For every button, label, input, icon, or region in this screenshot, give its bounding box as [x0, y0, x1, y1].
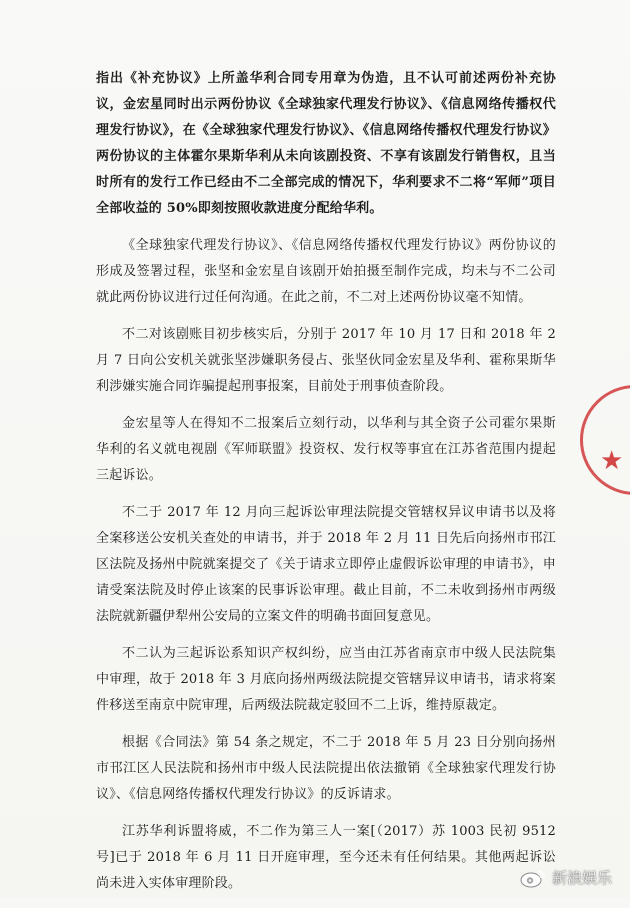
- paragraph: [96, 66, 556, 222]
- paragraph-text: 江苏华利诉盟将威，不二作为第三人一案[（2017）苏 1003 民初 9512 号]已于 2018 年 6 月 11 日开庭审理，至今还未有任何结果。其他两起诉讼尚未进入实体审理阶段。: [96, 824, 556, 891]
- paragraph-text: 不二于 2017 年 12 月向三起诉讼审理法院提交管辖权异议申请书以及将全案移送公安机关查处的申请书，并于 2018 年 2 月 11 日先后向扬州市邗江区法院及扬州中院就案提交了《关于请求立即停止虚假诉讼审理的申请书》，申请受案法院及时停止该案的民事诉讼审理。截止目前，不二未收到扬州市两级法院就新疆伊犁州公安局的立案文件的明确书面回复意见。: [96, 505, 556, 624]
- paragraph: [96, 233, 556, 311]
- watermark-text: 新浪娱乐: [551, 869, 612, 887]
- paragraph: [96, 730, 556, 808]
- watermark: [520, 867, 612, 888]
- paragraph-text: 不二认为三起诉讼系知识产权纠纷，应当由江苏省南京市中级人民法院集中审理，故于 2018 年 3 月底向扬州两级法院提交管辖异议申请书，请求将案件移送至南京中院审理，后两级法院裁定驳回不二上诉，维持原裁定。: [96, 646, 556, 713]
- paragraph: [96, 819, 556, 897]
- paragraph-text: 指出《补充协议》上所盖华利合同专用章为伪造，且不认可前述两份补充协议，金宏星同时出示两份协议《全球独家代理发行协议》、《信息网络传播权代理发行协议》，在《全球独家代理发行协议》、《信息网络传播权代理发行协议》两份协议的主体霍尔果斯华利从未向该剧投资、不享有该剧发行销售权，且当时所有的发行工作已经由不二全部完成的情况下，华利要求不二将“军师”项目全部收益的 50%即刻按照收款进度分配给华利。: [96, 71, 556, 216]
- weibo-icon: [520, 868, 546, 888]
- document-body: [96, 66, 556, 908]
- paragraph-text: 金宏星等人在得知不二报案后立刻行动，以华利与其全资子公司霍尔果斯华利的名义就电视剧《军师联盟》投资权、发行权等事宜在江苏省范围内提起三起诉讼。: [96, 416, 556, 483]
- paragraph: [96, 411, 556, 489]
- red-seal-stamp: [580, 385, 630, 495]
- paragraph: [96, 500, 556, 630]
- paragraph-text: 不二对该剧账目初步核实后，分别于 2017 年 10 月 17 日和 2018 年 2 月 7 日向公安机关就张坚涉嫌职务侵占、张坚伙同金宏星及华利、霍称果斯华利涉嫌实施合同诈骗提起刑事报案，目前处于刑事侦查阶段。: [96, 327, 556, 394]
- paragraph-text: 《全球独家代理发行协议》、《信息网络传播权代理发行协议》两份协议的形成及签署过程，张坚和金宏星自该剧开始拍摄至制作完成，均未与不二公司就此两份协议进行过任何沟通。在此之前，不二对上述两份协议毫不知情。: [96, 238, 556, 305]
- paragraph-text: 根据《合同法》第 54 条之规定，不二于 2018 年 5 月 23 日分别向扬州市邗江区人民法院和扬州市中级人民法院提出依法撤销《全球独家代理发行协议》、《信息网络传播权代理发行协议》的反诉请求。: [96, 735, 556, 802]
- star-icon: ★: [600, 446, 624, 476]
- paragraph: [96, 641, 556, 719]
- paragraph: [96, 322, 556, 400]
